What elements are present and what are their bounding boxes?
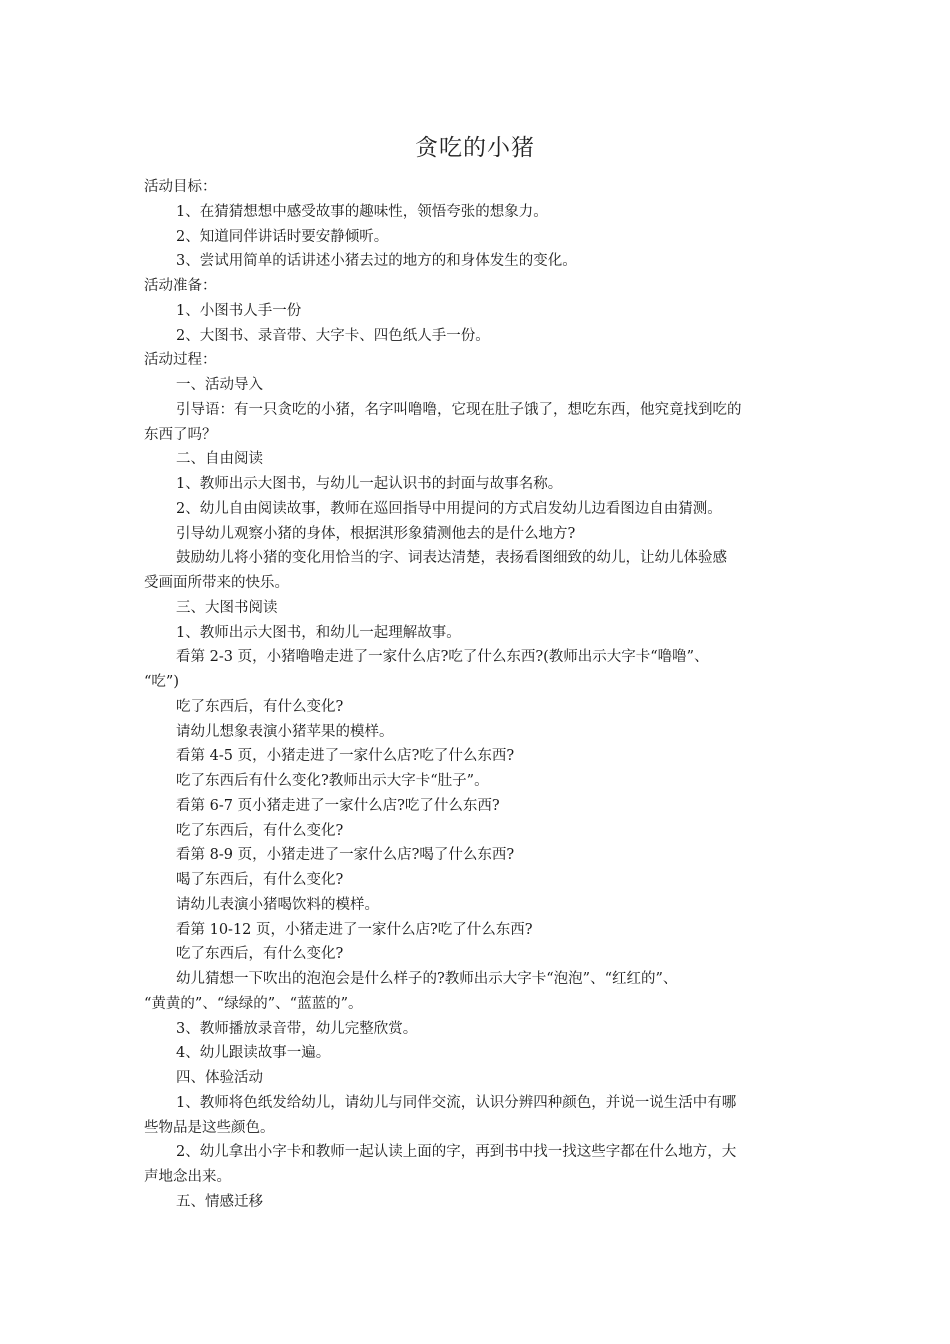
- document-line: 一、活动导入: [176, 377, 263, 393]
- document-line: 1、教师将色纸发给幼儿，请幼儿与同伴交流，认识分辨四种颜色，并说一说生活中有哪: [176, 1094, 737, 1111]
- document-line: “黄黄的”、“绿绿的”、“蓝蓝的”。: [144, 995, 363, 1012]
- document-line: 看第 10-12 页，小猪走进了一家什么店?吃了什么东西?: [176, 921, 533, 938]
- document-line: 3、尝试用简单的话讲述小猪去过的地方的和身体发生的变化。: [176, 253, 577, 270]
- document-line: 看第 8-9 页，小猪走进了一家什么店?喝了什么东西?: [176, 847, 515, 864]
- document-line: 鼓励幼儿将小猪的变化用恰当的字、词表达清楚，表扬看图细致的幼儿，让幼儿体验感: [176, 550, 727, 567]
- document-line: 四、体验活动: [176, 1070, 263, 1086]
- document-line: 2、幼儿自由阅读故事，教师在巡回指导中用提问的方式启发幼儿边看图边自由猜测。: [176, 500, 722, 517]
- document-line: 活动目标：: [144, 179, 217, 195]
- document-line: 活动过程：: [144, 352, 217, 369]
- document-line: 1、教师出示大图书，和幼儿一起理解故事。: [176, 624, 461, 641]
- document-line: 2、幼儿拿出小字卡和教师一起认读上面的字，再到书中找一找这些字都在什么地方，大: [176, 1144, 737, 1161]
- document-line: 引导幼儿观察小猪的身体，根据淇形象猜测他去的是什么地方?: [176, 525, 576, 542]
- document-line: 3、教师播放录音带，幼儿完整欣赏。: [176, 1020, 418, 1037]
- document-line: 五、情感迁移: [176, 1193, 263, 1210]
- document-line: 声地念出来。: [144, 1169, 231, 1185]
- document-line: 1、小图书人手一份: [176, 302, 302, 319]
- document-line: 1、教师出示大图书，与幼儿一起认识书的封面与故事名称。: [176, 476, 563, 492]
- document-line: 东西了吗？: [144, 426, 217, 443]
- document-line: 活动准备：: [144, 278, 217, 294]
- document-line: 2、大图书、录音带、大字卡、四色纸人手一份。: [176, 327, 490, 344]
- document-line: 看第 4-5 页，小猪走进了一家什么店?吃了什么东西?: [176, 748, 515, 765]
- document-line: 吃了东西后，有什么变化?: [176, 946, 344, 963]
- document-line: 受画面所带来的快乐。: [144, 575, 289, 591]
- document-line: 幼儿猜想一下吹出的泡泡会是什么样子的?教师出示大字卡“泡泡”、“红红的”、: [176, 971, 678, 987]
- document-line: 看第 2-3 页，小猪噜噜走进了一家什么店?吃了什么东西?(教师出示大字卡“噜噜”、: [176, 649, 709, 666]
- document-line: 些物品是这些颜色。: [144, 1119, 275, 1136]
- document-line: 看第 6-7 页小猪走进了一家什么店?吃了什么东西?: [176, 797, 500, 814]
- document-line: 请幼儿想象表演小猪苹果的模样。: [176, 723, 394, 740]
- document-line: 吃了东西后，有什么变化?: [176, 822, 344, 839]
- document-line: 喝了东西后，有什么变化?: [176, 872, 344, 888]
- document-line: 吃了东西后有什么变化?教师出示大字卡“肚子”。: [176, 773, 489, 789]
- document-line: 三、大图书阅读: [176, 599, 278, 616]
- document-title: 贪吃的小猪: [415, 135, 535, 161]
- document-line: 2、知道同伴讲话时要安静倾听。: [176, 228, 389, 245]
- document-line: 请幼儿表演小猪喝饮料的模样。: [176, 896, 379, 913]
- document-line: 吃了东西后，有什么变化?: [176, 698, 344, 715]
- document-line: 4、幼儿跟读故事一遍。: [176, 1045, 331, 1062]
- document-line: 引导语：有一只贪吃的小猪，名字叫噜噜，它现在肚子饿了，想吃东西，他究竟找到吃的: [176, 401, 742, 418]
- document-body: [144, 175, 809, 1215]
- document-line: “吃”): [144, 674, 179, 690]
- document-line: 1、在猜猜想想中感受故事的趣味性，领悟夸张的想象力。: [176, 203, 548, 220]
- document-line: 二、自由阅读: [176, 451, 263, 468]
